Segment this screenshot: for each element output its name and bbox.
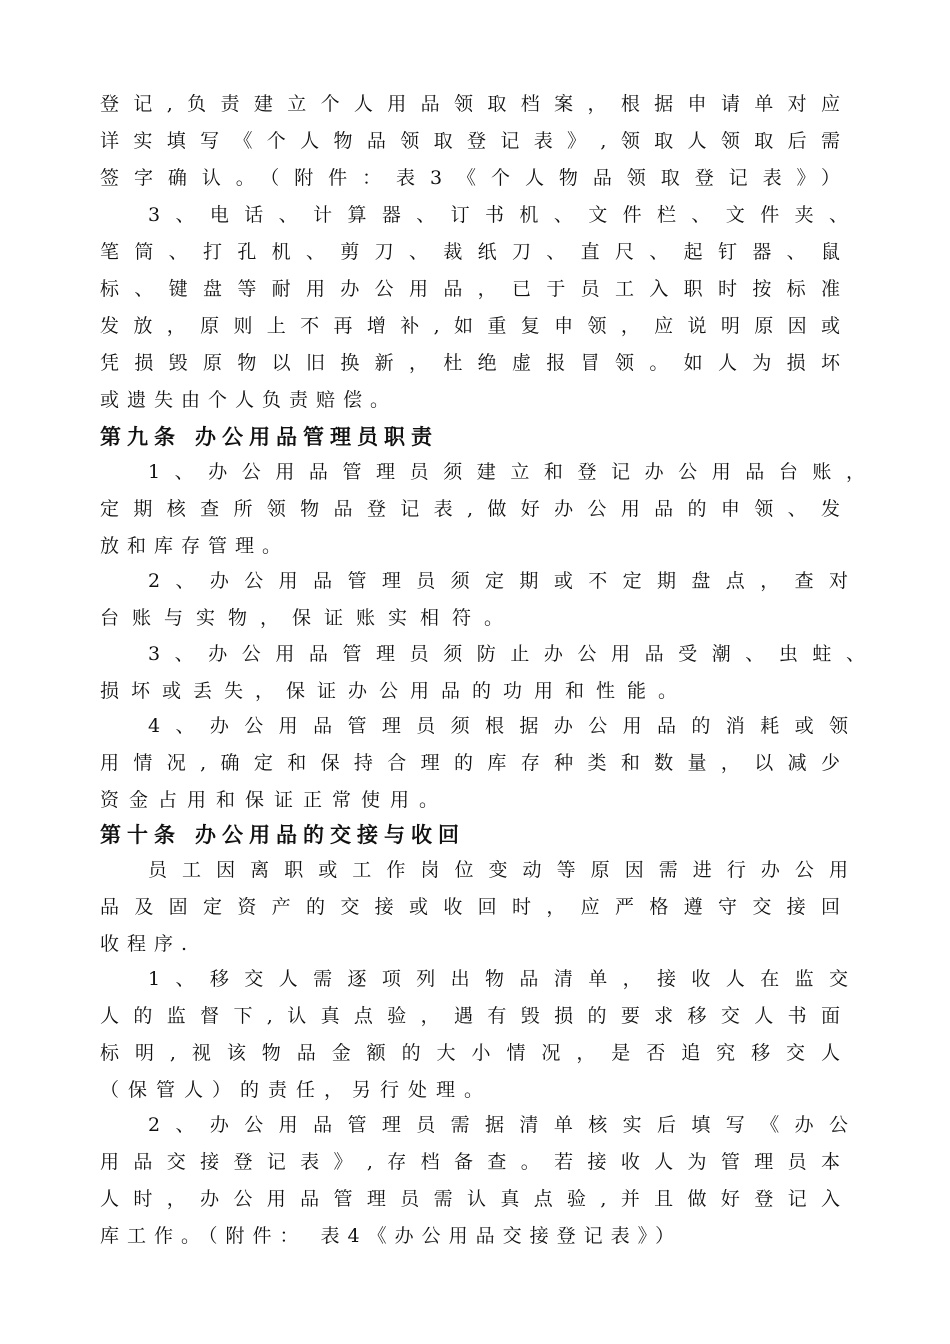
text-line: 凭损毁原物以旧换新，杜绝虚报冒领。如人为损坏: [100, 352, 840, 374]
text-line: 损坏或丢失，保证办公用品的功用和性能。: [100, 680, 690, 702]
text-line: 收程序.: [100, 933, 196, 955]
text-line: 或遗失由个人负责赔偿。: [100, 389, 398, 411]
text-line: 人的监督下,认真点验，遇有毁损的要求移交人书面: [100, 1005, 840, 1027]
text-line: 品及固定资产的交接或收回时，应严格遵守交接回: [100, 896, 840, 918]
text-line: 标、键盘等耐用办公用品，已于员工入职时按标准: [100, 278, 840, 300]
text-line: 3、电话、计算器、订书机、文件栏、文件夹、: [148, 204, 848, 226]
text-line: 标明,视该物品金额的大小情况，是否追究移交人: [100, 1042, 840, 1064]
text-line: 签字确认。（附件：表3《个人物品领取登记表》）: [100, 167, 840, 189]
text-line: 库工作。（附件： 表4《办公用品交接登记表》）: [100, 1225, 683, 1247]
text-line: 台账与实物，保证账实相符。: [100, 607, 517, 629]
article-number: 第十条: [100, 823, 181, 847]
text-line: 资金占用和保证正常使用。: [100, 789, 449, 811]
text-line: 员工因离职或工作岗位变动等原因需进行办公用: [148, 859, 848, 881]
text-line: （保管人）的责任，另行处理。: [100, 1079, 493, 1101]
section-heading-article-10: [100, 818, 465, 852]
text-line: 放和库存管理。: [100, 535, 290, 557]
text-line: 1、移交人需逐项列出物品清单，接收人在监交: [148, 968, 848, 990]
text-line: 用情况,确定和保持合理的库存种类和数量，以减少: [100, 752, 840, 774]
article-number: 第九条: [100, 425, 181, 449]
text-line: 1、办公用品管理员须建立和登记办公用品台账，: [148, 461, 865, 483]
text-line: 4、办公用品管理员须根据办公用品的消耗或领: [148, 715, 848, 737]
text-line: 2、办公用品管理员需据清单核实后填写《办公: [148, 1114, 848, 1136]
article-title: 办公用品的交接与收回: [195, 823, 465, 847]
section-heading-article-9: [100, 420, 438, 454]
text-line: 笔筒、打孔机、剪刀、裁纸刀、直尺、起钉器、鼠: [100, 241, 840, 263]
text-line: 3、办公用品管理员须防止办公用品受潮、虫蛀、: [148, 643, 865, 665]
article-title: 办公用品管理员职责: [195, 425, 438, 449]
text-line: 人时，办公用品管理员需认真点验,并且做好登记入: [100, 1188, 840, 1210]
text-line: 定期核查所领物品登记表,做好办公用品的申领、发: [100, 498, 840, 520]
text-line: 用品交接登记表》,存档备查。若接收人为管理员本: [100, 1151, 840, 1173]
text-line: 详实填写《个人物品领取登记表》,领取人领取后需: [100, 130, 840, 152]
text-line: 2、办公用品管理员须定期或不定期盘点，查对: [148, 570, 848, 592]
text-line: 登记,负责建立个人用品领取档案，根据申请单对应: [100, 93, 840, 115]
text-line: 发放，原则上不再增补,如重复申领，应说明原因或: [100, 315, 840, 337]
